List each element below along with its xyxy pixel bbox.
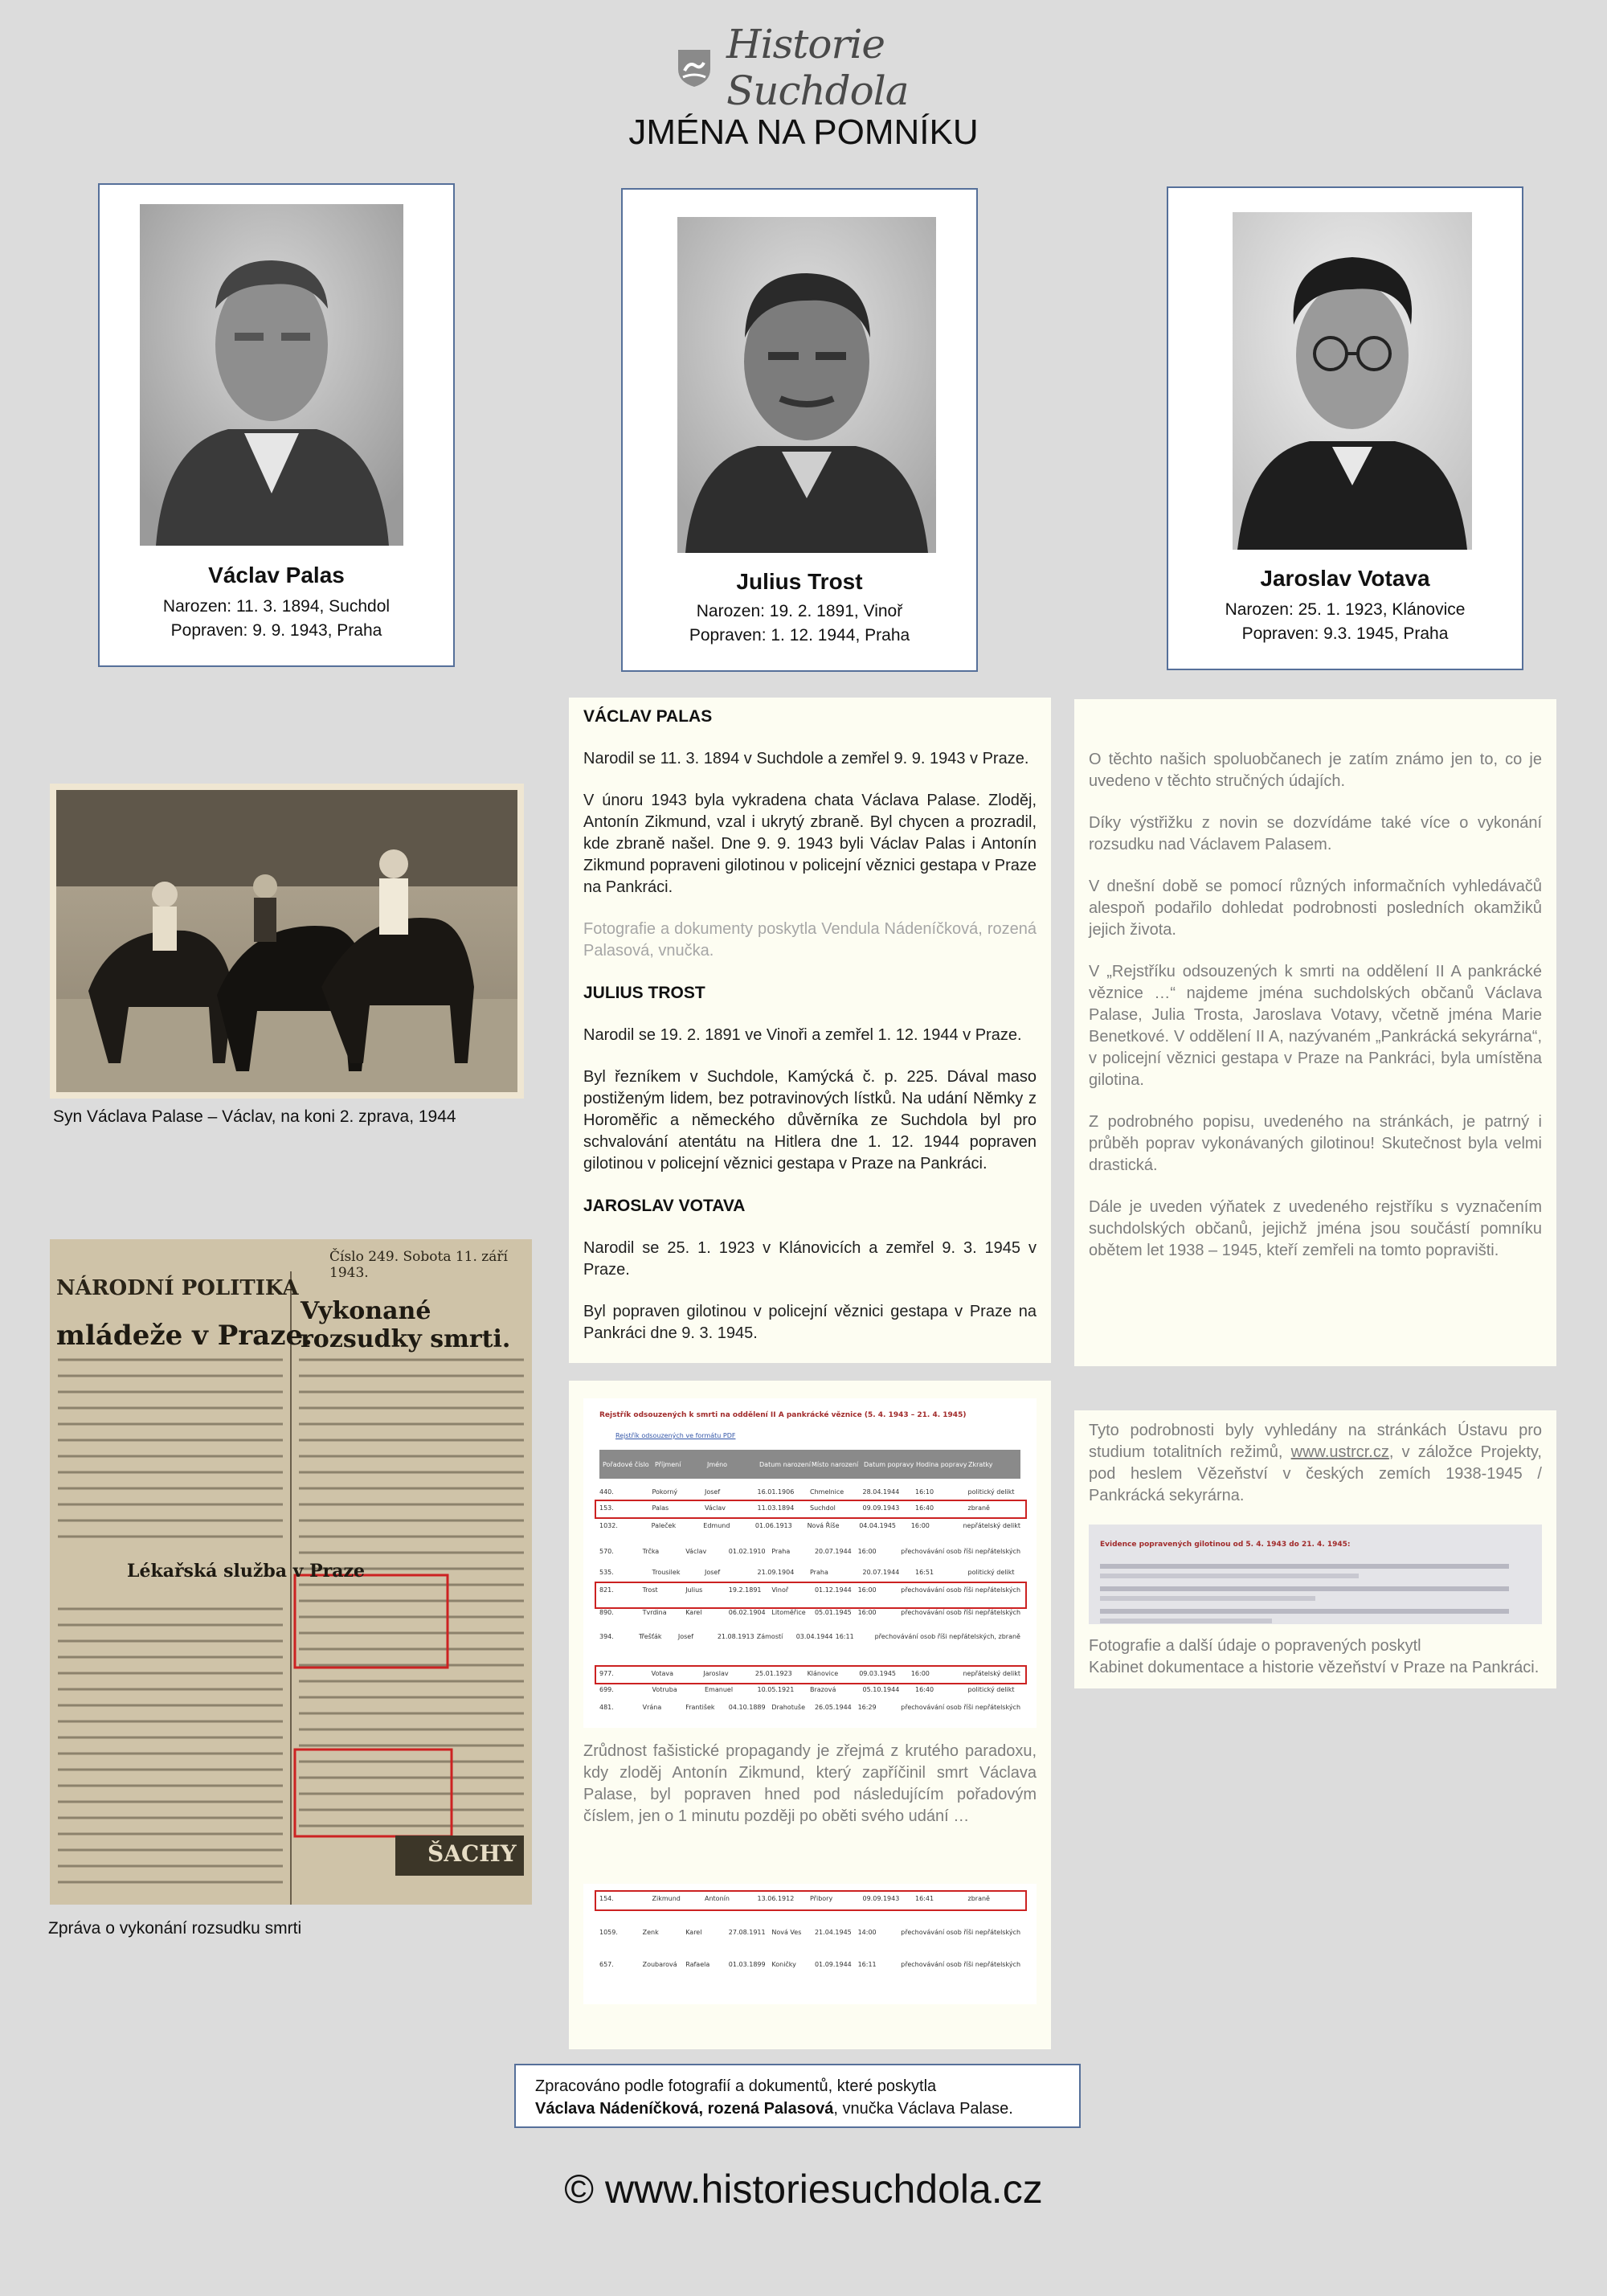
table-cell: 01.09.1944 — [814, 1961, 852, 1968]
table-cell: přechovávání osob říši nepřátelských — [901, 1961, 1021, 1968]
table-cell: 16:40 — [915, 1686, 934, 1693]
newspaper-clipping — [50, 1239, 532, 1905]
table-row — [599, 1569, 1020, 1576]
source-text: Tyto podrobnosti byly vyhledány na stránkách Ústavu pro studium totalitních režimů, www.ustrcr.cz, v záložce Projekty, pod heslem Vězeňství v českých zemích 1938-1945 / Pankrácká sekyrárna. — [1089, 1422, 1542, 1504]
table-cell: Chmelnice — [810, 1488, 844, 1496]
table-cell: Trost — [642, 1586, 658, 1594]
table-cell: 01.06.1913 — [754, 1522, 792, 1529]
evidence-excerpt — [1089, 1525, 1542, 1624]
site-logo — [673, 21, 938, 114]
table-cell: Vrána — [642, 1704, 662, 1711]
table-cell: 16:00 — [910, 1522, 930, 1529]
col-name: Jméno — [707, 1460, 728, 1468]
table-cell: politický delikt — [967, 1488, 1015, 1496]
newspaper-headline-left: mládeže v Praze. — [56, 1320, 313, 1352]
context-p3: V dnešní době se pomocí různých informačních vyhledávačů alespoň podařilo dohledat podrobnosti posledních okamžiků jejich života. — [1089, 878, 1542, 939]
table-cell: 01.02.1910 — [728, 1548, 766, 1555]
table-cell: přechovávání osob říši nepřátelských — [901, 1609, 1021, 1616]
credit-line2: Václava Nádeníčková, rozená Palasová, vnučka Václava Palase. — [535, 2100, 1013, 2118]
newspaper-subheadline: Lékařská služba v Praze — [127, 1561, 365, 1582]
table-cell: 09.03.1945 — [859, 1670, 897, 1677]
table-cell: 20.07.1944 — [814, 1548, 852, 1555]
register-title: Rejstřík odsouzených k smrti na oddělení II A pankrácké věznice (5. 4. 1943 – 21. 4. 1945) — [599, 1411, 967, 1419]
context-p5: Z podrobného popisu, uvedeného na stránkách, je patrný i průběh poprav vykonávaných gilotinou! Skutečnost byla velmi drastická. — [1089, 1113, 1542, 1174]
portrait-executed: Popraven: 9. 9. 1943, Praha — [170, 621, 382, 640]
table-cell: Rafaela — [685, 1961, 710, 1968]
highlight-zikmund — [595, 1890, 1027, 1911]
highlight-palas — [595, 1500, 1027, 1519]
table-cell: Vinoř — [771, 1586, 789, 1594]
table-cell: zbraně — [967, 1895, 990, 1902]
table-cell: nepřátelský delikt — [963, 1670, 1021, 1677]
table-cell: 21.04.1945 — [814, 1929, 852, 1936]
table-cell: 16:00 — [910, 1670, 930, 1677]
table-row — [599, 1704, 1020, 1711]
table-cell: 16:11 — [857, 1961, 877, 1968]
table-cell: 11.03.1894 — [757, 1504, 795, 1512]
table-cell: 28.04.1944 — [862, 1488, 900, 1496]
table-cell: přechovávání osob říši nepřátelských — [901, 1704, 1021, 1711]
highlight-trost — [595, 1582, 1027, 1609]
table-cell: 05.10.1944 — [862, 1686, 900, 1693]
table-cell: 1032. — [599, 1522, 618, 1529]
table-cell: Drahotuše — [771, 1704, 805, 1711]
col-surname: Příjmení — [655, 1460, 681, 1468]
col-execution-date: Datum popravy — [864, 1460, 914, 1468]
table-cell: přechovávání osob říši nepřátelských, zbraně — [874, 1633, 1020, 1640]
context-p2: Díky výstřižku z novin se dozvídáme také více o vykonání rozsudku nad Václavem Palasem. — [1089, 814, 1542, 853]
newspaper-masthead: NÁRODNÍ POLITIKA — [56, 1276, 299, 1300]
register-header-row — [599, 1450, 1020, 1479]
col-execution-hour: Hodina popravy — [916, 1460, 967, 1468]
table-cell: 05.01.1945 — [814, 1609, 852, 1616]
table-cell: 01.03.1899 — [728, 1961, 766, 1968]
table-cell: Jaroslav — [703, 1670, 729, 1677]
table-cell: 890. — [599, 1609, 614, 1616]
table-cell: politický delikt — [967, 1569, 1015, 1576]
table-row — [599, 1548, 1020, 1555]
source-panel — [1074, 1410, 1556, 1688]
table-cell: Suchdol — [810, 1504, 836, 1512]
table-cell: 153. — [599, 1504, 614, 1512]
table-cell: Pokorný — [652, 1488, 678, 1496]
trost-dates: Narodil se 19. 2. 1891 ve Vinoři a zemřel 1. 12. 1944 v Praze. — [583, 1026, 1022, 1044]
table-row — [599, 1488, 1020, 1496]
table-cell: 1059. — [599, 1929, 618, 1936]
newspaper-ad: ŠACHY — [427, 1840, 517, 1867]
portrait-photo-palas — [140, 204, 403, 546]
table-row — [599, 1961, 1020, 1968]
table-cell: 977. — [599, 1670, 614, 1677]
heading-votava: JAROSLAV VOTAVA — [583, 1197, 746, 1215]
table-cell: Zenk — [642, 1929, 659, 1936]
table-cell: 26.05.1944 — [814, 1704, 852, 1711]
context-p1: O těchto našich spoluobčanech je zatím známo jen to, co je uvedeno v těchto stručných údajích. — [1089, 751, 1542, 790]
highlight-votava — [595, 1665, 1027, 1684]
table-cell: 16:41 — [915, 1895, 934, 1902]
table-cell: 21.08.1913 — [717, 1633, 754, 1640]
portrait-card-trost — [621, 188, 978, 672]
context-panel — [1074, 699, 1556, 1366]
table-cell: 04.04.1945 — [859, 1522, 897, 1529]
portrait-name: Jaroslav Votava — [1260, 566, 1430, 591]
portrait-card-palas — [98, 183, 455, 667]
table-cell: 19.2.1891 — [728, 1586, 762, 1594]
table-cell: Paleček — [651, 1522, 677, 1529]
table-cell: Josef — [677, 1633, 694, 1640]
table-cell: Václav — [705, 1504, 726, 1512]
portrait-executed: Popraven: 9.3. 1945, Praha — [1241, 624, 1449, 643]
heading-palas: VÁCLAV PALAS — [583, 707, 713, 726]
swan-shield-icon — [673, 47, 715, 88]
table-cell: Edmund — [703, 1522, 730, 1529]
credit-box — [514, 2064, 1081, 2128]
table-cell: Praha — [810, 1569, 828, 1576]
table-cell: 154. — [599, 1895, 614, 1902]
horses-photo — [50, 784, 524, 1099]
table-cell: Palas — [652, 1504, 669, 1512]
palas-photo-credit: Fotografie a dokumenty poskytla Vendula Nádeníčková, rozená Palasová, vnučka. — [583, 920, 1037, 960]
table-cell: Karel — [685, 1929, 702, 1936]
palas-dates: Narodil se 11. 3. 1894 v Suchdole a zemřel 9. 9. 1943 v Praze. — [583, 750, 1029, 767]
portrait-photo-trost — [677, 217, 936, 553]
portrait-born: Narozen: 25. 1. 1923, Klánovice — [1225, 600, 1466, 619]
table-cell: 16:51 — [915, 1569, 934, 1576]
table-cell: přechovávání osob říši nepřátelských — [901, 1586, 1021, 1594]
portrait-executed: Popraven: 1. 12. 1944, Praha — [689, 626, 910, 645]
context-p4: V „Rejstříku odsouzených k smrti na oddělení II A pankrácké věznice …“ najdeme jména suchdolských občanů Václava Palase, Julia Trosta, Jaroslava Votavy, včetně jména Marie Benetkové. V oddělení II A, nazývaném „Pankrácká sekyrárna“, v policejní věznici gestapa v Praze na Pankráci, byla umístěna gilotina. — [1089, 963, 1542, 1089]
table-cell: 10.05.1921 — [757, 1686, 795, 1693]
table-row — [599, 1609, 1020, 1616]
table-cell: nepřátelský delikt — [963, 1522, 1021, 1529]
col-birth-place: Místo narození — [812, 1460, 859, 1468]
register-pdf-link[interactable]: Rejstřík odsouzených ve formátu PDF — [615, 1432, 736, 1439]
votava-dates: Narodil se 25. 1. 1923 v Klánovicích a zemřel 9. 3. 1945 v Praze. — [583, 1239, 1037, 1279]
table-cell: 16:29 — [857, 1704, 877, 1711]
register-panel — [569, 1381, 1051, 2049]
table-cell: politický delikt — [967, 1686, 1015, 1693]
table-cell: 16.01.1906 — [757, 1488, 795, 1496]
table-cell: Trousilek — [652, 1569, 681, 1576]
table-cell: Zoubarová — [642, 1961, 677, 1968]
col-notes: Zkratky — [968, 1460, 993, 1468]
table-cell: Třešťák — [638, 1633, 662, 1640]
portrait-born: Narozen: 19. 2. 1891, Vinoř — [696, 602, 903, 620]
logo-text: Historie Suchdola — [726, 21, 909, 114]
table-cell: Antonín — [705, 1895, 730, 1902]
table-cell: Trčka — [642, 1548, 660, 1555]
table-cell: Votava — [651, 1670, 674, 1677]
table-cell: 16:00 — [857, 1548, 877, 1555]
ustrcr-link[interactable]: www.ustrcr.cz — [1290, 1443, 1389, 1461]
table-cell: 821. — [599, 1586, 614, 1594]
context-p6: Dále je uveden výňatek z uvedeného rejstříku s vyznačením suchdolských občanů, jejichž jména jsou součástí pomníku obětem let 1938 – 1945, kteří zemřeli na tomto popravišti. — [1089, 1198, 1542, 1259]
table-cell: zbraně — [967, 1504, 990, 1512]
page-title: JMÉNA NA POMNÍKU — [628, 113, 979, 152]
table-cell: 20.07.1944 — [862, 1569, 900, 1576]
portrait-name: Julius Trost — [736, 569, 863, 594]
table-cell: 535. — [599, 1569, 614, 1576]
table-cell: František — [685, 1704, 715, 1711]
table-cell: Brazová — [810, 1686, 836, 1693]
table-cell: 16:00 — [857, 1586, 877, 1594]
table-cell: 16:00 — [857, 1609, 877, 1616]
col-birth-date: Datum narození — [759, 1460, 811, 1468]
table-cell: 657. — [599, 1961, 614, 1968]
table-row — [599, 1929, 1020, 1936]
portrait-name: Václav Palas — [208, 563, 345, 587]
table-cell: 13.06.1912 — [757, 1895, 795, 1902]
horses-caption: Syn Václava Palase – Václav, na koni 2. zprava, 1944 — [53, 1107, 456, 1126]
table-cell: 27.08.1911 — [728, 1929, 766, 1936]
table-cell: Nová Ves — [771, 1929, 802, 1936]
heading-trost: JULIUS TROST — [583, 984, 705, 1002]
table-cell: Nová Říše — [807, 1522, 840, 1529]
evidence-title: Evidence popravených gilotinou od 5. 4. 1943 do 21. 4. 1945: — [1100, 1541, 1351, 1549]
table-cell: Julius — [685, 1586, 703, 1594]
table-cell: 06.02.1904 — [728, 1609, 766, 1616]
irony-note: Zrůdnost fašistické propagandy je zřejmá z krutého paradoxu, kdy zloděj Antonín Zikmund, který zapříčinil smrt Václava Palase, byl popraven hned pod následujícím pořadovým číslem, jen o 1 minutu později po oběti svého udání … — [583, 1742, 1037, 1825]
site-footer-link[interactable]: © www.historiesuchdola.cz — [564, 2167, 1043, 2212]
credit-name: Václava Nádeníčková, rozená Palasová — [535, 2100, 834, 2118]
table-cell: 01.12.1944 — [814, 1586, 852, 1594]
table-cell: Praha — [771, 1548, 791, 1555]
table-cell: 440. — [599, 1488, 614, 1496]
table-cell: 03.04.1944 — [795, 1633, 833, 1640]
votava-story: Byl popraven gilotinou v policejní věznici gestapa v Praze na Pankráci dne 9. 3. 1945. — [583, 1303, 1037, 1342]
portrait-photo-votava — [1233, 212, 1472, 550]
table-cell: 16:40 — [915, 1504, 934, 1512]
trost-story: Byl řezníkem v Suchdole, Kamýcká č. p. 225. Dával maso postiženým lidem, bez potravinových lístků. Na udání Němky z Horoměřic a německého důvěrníka ze Suchdola byl pro schvalování atentátu na Hitlera dne 1. 12. 1944 popraven gilotinou v policejní věznici gestapa v Praze na Pankráci. — [583, 1068, 1037, 1173]
table-cell: Karel — [685, 1609, 702, 1616]
table-cell: Přibory — [810, 1895, 833, 1902]
table-cell: Josef — [705, 1488, 721, 1496]
newspaper-issue: Číslo 249. Sobota 11. září 1943. — [329, 1249, 508, 1281]
table-cell: 570. — [599, 1548, 614, 1555]
table-cell: 25.01.1923 — [754, 1670, 792, 1677]
table-cell: 699. — [599, 1686, 614, 1693]
table-row — [599, 1686, 1020, 1693]
newspaper-caption: Zpráva o vykonání rozsudku smrti — [48, 1919, 302, 1938]
table-cell: 09.09.1943 — [862, 1504, 900, 1512]
table-cell: Votruba — [652, 1686, 677, 1693]
table-cell: 394. — [599, 1633, 614, 1640]
table-cell: Tvrdina — [642, 1609, 667, 1616]
biography-panel — [569, 698, 1051, 1363]
table-cell: Josef — [705, 1569, 721, 1576]
table-cell: 14:00 — [857, 1929, 877, 1936]
newspaper-headline-right: Vykonané rozsudky smrti. — [301, 1297, 511, 1353]
table-cell: 21.09.1904 — [757, 1569, 795, 1576]
table-cell: Václav — [685, 1548, 707, 1555]
table-cell: 09.09.1943 — [862, 1895, 900, 1902]
portrait-card-votava — [1167, 186, 1523, 670]
table-row — [599, 1522, 1020, 1529]
credit-line1: Zpracováno podle fotografií a dokumentů, které poskytla — [535, 2077, 937, 2095]
palas-story: V únoru 1943 byla vykradena chata Václava Palase. Zloděj, Antonín Zikmund, vzal i ukrytý zbraně. Byl chycen a prozradil, kde zbraně našel. Dne 9. 9. 1943 byli Václav Palas i Antonín Zikmund popraveni gilotinou v policejní věznici gestapa v Praze na Pankráci. — [583, 792, 1037, 896]
table-cell: přechovávání osob říši nepřátelských — [901, 1929, 1021, 1936]
col-number: Pořadové číslo — [603, 1460, 649, 1468]
table-row — [599, 1633, 1020, 1640]
table-cell: Klánovice — [807, 1670, 839, 1677]
source-credit-line2: Kabinet dokumentace a historie vězeňství v Praze na Pankráci. — [1089, 1659, 1540, 1676]
table-cell: Litoměřice — [771, 1609, 806, 1616]
table-cell: Zikmund — [652, 1895, 681, 1902]
table-cell: Zámostí — [756, 1633, 783, 1640]
table-cell: přechovávání osob říši nepřátelských — [901, 1548, 1021, 1555]
table-cell: 04.10.1889 — [728, 1704, 766, 1711]
register-excerpt-zikmund — [583, 1884, 1037, 2004]
table-cell: Emanuel — [705, 1686, 734, 1693]
register-excerpt — [583, 1398, 1037, 1728]
table-cell: 481. — [599, 1704, 614, 1711]
portrait-born: Narozen: 11. 3. 1894, Suchdol — [162, 597, 391, 616]
source-credit-line1: Fotografie a další údaje o popravených poskytl — [1089, 1637, 1421, 1655]
table-cell: Koničky — [771, 1961, 796, 1968]
table-cell: 16:11 — [835, 1633, 854, 1640]
table-cell: 16:10 — [915, 1488, 934, 1496]
